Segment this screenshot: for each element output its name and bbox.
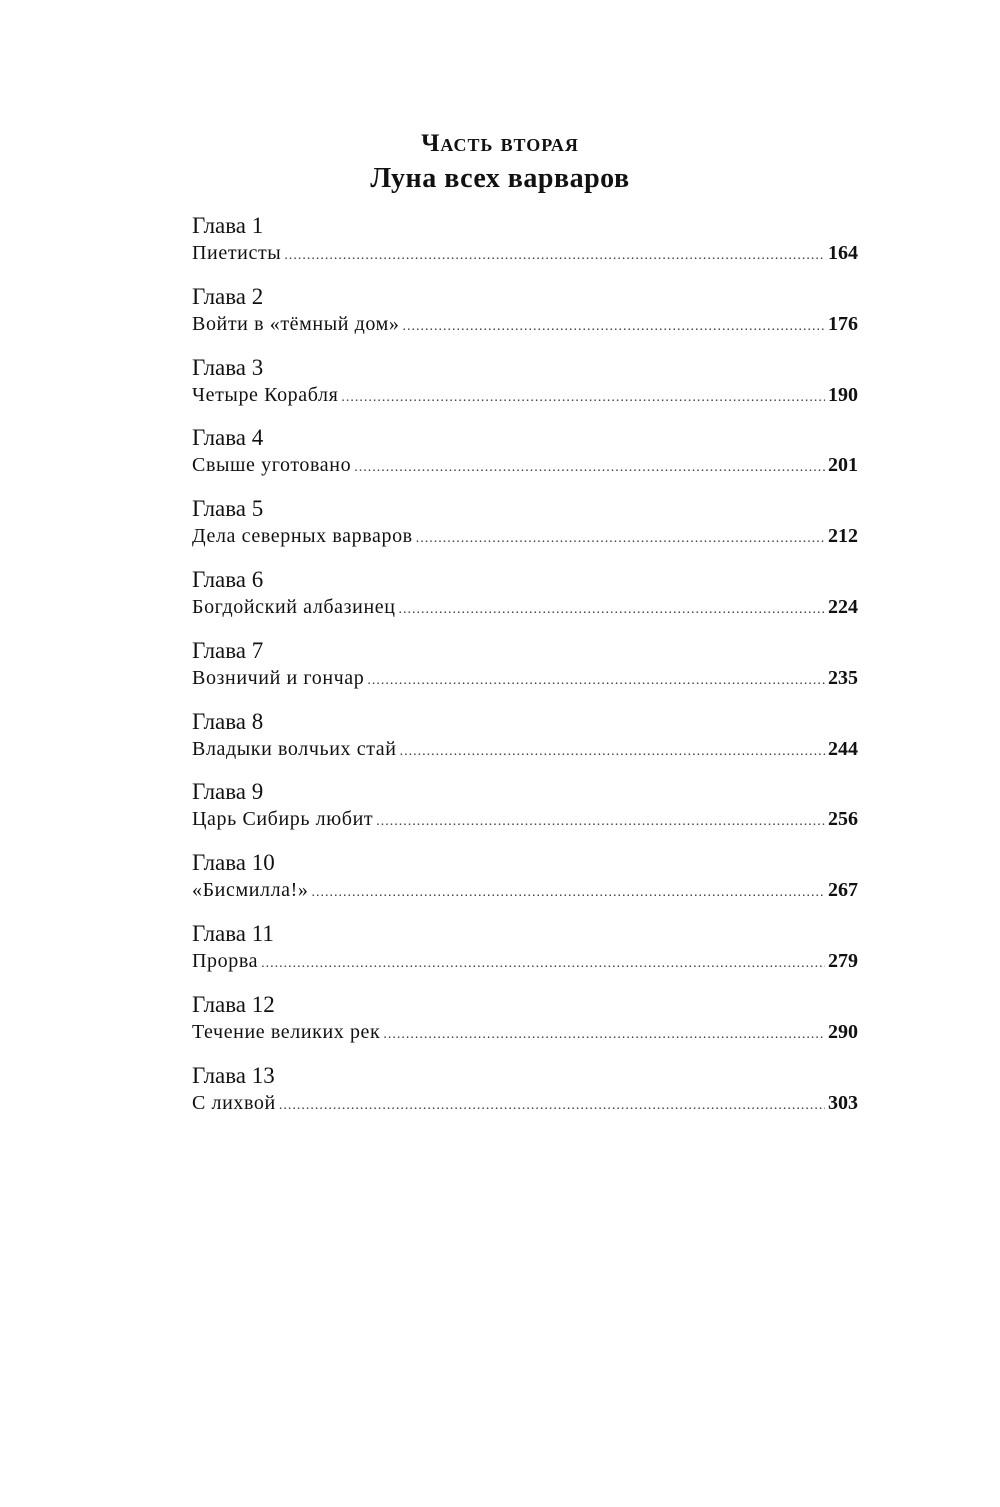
chapter-label: Глава 4 bbox=[192, 425, 264, 451]
toc-entry-8[interactable] bbox=[192, 706, 858, 777]
toc-row bbox=[192, 594, 858, 623]
toc-entry-12[interactable] bbox=[192, 989, 858, 1060]
dot-leader bbox=[279, 1093, 825, 1119]
dot-leader bbox=[416, 526, 825, 552]
table-of-contents bbox=[192, 210, 858, 1130]
toc-row bbox=[192, 665, 858, 694]
chapter-title: «Бисмилла!» bbox=[192, 879, 309, 902]
part-label: Часть вторая bbox=[421, 130, 579, 157]
dot-leader bbox=[400, 739, 825, 765]
page-number: 279 bbox=[828, 949, 858, 972]
chapter-title: С лихвой bbox=[192, 1091, 276, 1114]
chapter-title: Прорва bbox=[192, 949, 259, 972]
toc-entry-7[interactable] bbox=[192, 635, 858, 706]
toc-row bbox=[192, 1019, 858, 1048]
toc-entry-11[interactable] bbox=[192, 918, 858, 989]
dot-leader bbox=[341, 385, 825, 411]
toc-entry-13[interactable] bbox=[192, 1060, 858, 1131]
dot-leader bbox=[403, 314, 826, 340]
chapter-label: Глава 7 bbox=[192, 637, 264, 663]
chapter-title: Четыре Корабля bbox=[192, 383, 339, 406]
page-number: 224 bbox=[828, 595, 858, 618]
page-number: 267 bbox=[828, 879, 858, 902]
page-number: 256 bbox=[828, 808, 858, 831]
chapter-label: Глава 3 bbox=[192, 354, 264, 380]
chapter-label: Глава 8 bbox=[192, 708, 264, 734]
toc-row bbox=[192, 523, 858, 552]
toc-entry-1[interactable] bbox=[192, 210, 858, 281]
dot-leader bbox=[383, 1022, 825, 1048]
dot-leader bbox=[399, 597, 825, 623]
dot-leader bbox=[284, 243, 825, 269]
chapter-label: Глава 1 bbox=[192, 213, 264, 238]
page-number: 176 bbox=[828, 312, 858, 335]
page-number: 190 bbox=[828, 383, 858, 406]
chapter-title: Пиетисты bbox=[192, 242, 282, 264]
toc-entry-5[interactable] bbox=[192, 493, 858, 564]
toc-row bbox=[192, 382, 858, 411]
toc-row bbox=[192, 240, 858, 269]
toc-entry-2[interactable] bbox=[192, 281, 858, 352]
chapter-title: Свыше уготовано bbox=[192, 454, 352, 477]
toc-entry-9[interactable] bbox=[192, 776, 858, 847]
chapter-label: Глава 13 bbox=[192, 1062, 275, 1088]
chapter-label: Глава 10 bbox=[192, 850, 275, 876]
page-number: 290 bbox=[828, 1020, 858, 1043]
dot-leader bbox=[312, 880, 825, 906]
chapter-title: Богдойский албазинец bbox=[192, 595, 396, 618]
chapter-label: Глава 5 bbox=[192, 496, 264, 522]
toc-entry-6[interactable] bbox=[192, 564, 858, 635]
chapter-label: Глава 9 bbox=[192, 779, 264, 805]
toc-row bbox=[192, 806, 858, 835]
page-number: 212 bbox=[828, 525, 858, 548]
part-title: Луна всех варваров bbox=[370, 163, 630, 194]
toc-row bbox=[192, 877, 858, 906]
dot-leader bbox=[376, 809, 825, 835]
chapter-label: Глава 12 bbox=[192, 991, 275, 1017]
toc-row bbox=[192, 736, 858, 765]
page-number: 235 bbox=[828, 666, 858, 689]
chapter-title: Царь Сибирь любит bbox=[192, 808, 374, 831]
chapter-title: Возничий и гончар bbox=[192, 666, 365, 689]
page-number: 303 bbox=[828, 1091, 858, 1114]
page-number: 201 bbox=[828, 454, 858, 477]
page-number: 244 bbox=[828, 737, 858, 760]
chapter-label: Глава 2 bbox=[192, 283, 264, 309]
chapter-label: Глава 11 bbox=[192, 920, 274, 946]
toc-row bbox=[192, 948, 858, 977]
dot-leader bbox=[367, 668, 825, 694]
chapter-label: Глава 6 bbox=[192, 566, 264, 592]
toc-entry-3[interactable] bbox=[192, 352, 858, 423]
page-number: 164 bbox=[828, 242, 858, 264]
toc-entry-10[interactable] bbox=[192, 847, 858, 918]
dot-leader bbox=[261, 951, 825, 977]
dot-leader bbox=[354, 455, 825, 481]
chapter-title: Войти в «тёмный дом» bbox=[192, 312, 400, 335]
toc-row bbox=[192, 1090, 858, 1119]
toc-row bbox=[192, 452, 858, 481]
toc-entry-4[interactable] bbox=[192, 422, 858, 493]
chapter-title: Владыки волчьих стай bbox=[192, 737, 397, 760]
chapter-title: Течение великих рек bbox=[192, 1020, 381, 1043]
toc-row bbox=[192, 311, 858, 340]
chapter-title: Дела северных варваров bbox=[192, 525, 413, 548]
